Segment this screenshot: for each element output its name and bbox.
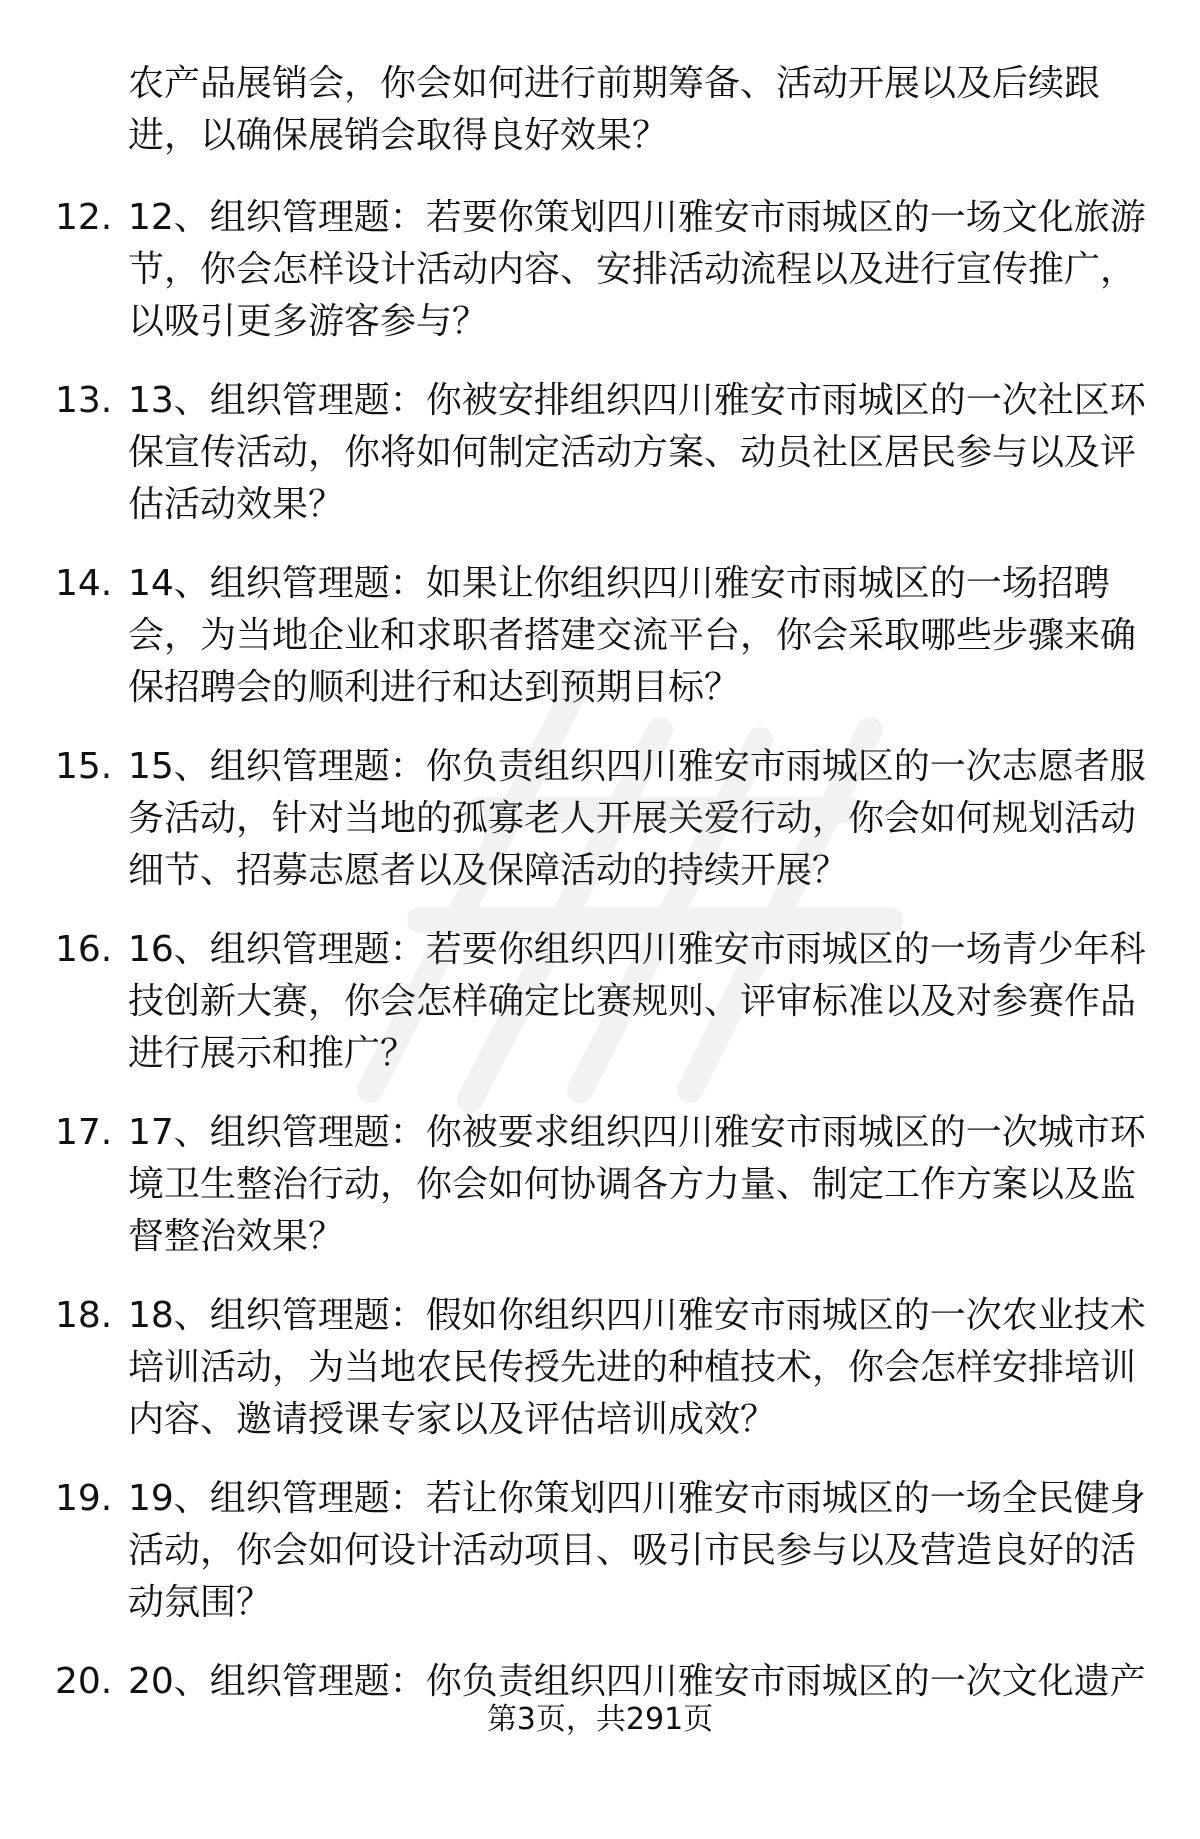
- question-text: 16、组织管理题：若要你组织四川雅安市雨城区的一场青少年科技创新大赛，你会怎样确定比赛规则、评审标准以及对参赛作品进行展示和推广？: [128, 929, 1146, 1074]
- question-number: 16.: [55, 929, 113, 970]
- page-footer: 第3页，共291页: [486, 1702, 714, 1737]
- list-item: [0, 1656, 1200, 1839]
- list-item: [0, 924, 1200, 1107]
- question-number: 18.: [55, 1295, 113, 1336]
- list-item: [0, 192, 1200, 375]
- list-item: [0, 1473, 1200, 1656]
- question-text: 12、组织管理题：若要你策划四川雅安市雨城区的一场文化旅游节，你会怎样设计活动内容、安排活动流程以及进行宣传推广，以吸引更多游客参与？: [128, 197, 1146, 342]
- question-text: 15、组织管理题：你负责组织四川雅安市雨城区的一次志愿者服务活动，针对当地的孤寡老人开展关爱行动，你会如何规划活动细节、招募志愿者以及保障活动的持续开展？: [128, 746, 1146, 891]
- question-number: 20.: [55, 1661, 113, 1702]
- question-text: 13、组织管理题：你被安排组织四川雅安市雨城区的一次社区环保宣传活动，你将如何制定活动方案、动员社区居民参与以及评估活动效果？: [128, 380, 1146, 525]
- question-number: 15.: [55, 746, 113, 787]
- question-number: 17.: [55, 1112, 113, 1153]
- list-item: [0, 1107, 1200, 1290]
- question-number: 14.: [55, 563, 113, 604]
- question-text: 14、组织管理题：如果让你组织四川雅安市雨城区的一场招聘会，为当地企业和求职者搭建交流平台，你会采取哪些步骤来确保招聘会的顺利进行和达到预期目标？: [128, 563, 1137, 708]
- continuation-paragraph: 农产品展销会，你会如何进行前期筹备、活动开展以及后续跟进，以确保展销会取得良好效果？: [128, 63, 1101, 156]
- list-item: [0, 1290, 1200, 1473]
- question-number: 12.: [55, 197, 113, 238]
- question-number: 19.: [55, 1478, 113, 1519]
- list-item: [0, 375, 1200, 558]
- question-text: 18、组织管理题：假如你组织四川雅安市雨城区的一次农业技术培训活动，为当地农民传授先进的种植技术，你会怎样安排培训内容、邀请授课专家以及评估培训成效？: [128, 1295, 1146, 1440]
- question-text: 19、组织管理题：若让你策划四川雅安市雨城区的一场全民健身活动，你会如何设计活动项目、吸引市民参与以及营造良好的活动氛围？: [128, 1478, 1146, 1623]
- question-text: 20、组织管理题：你负责组织四川雅安市雨城区的一次文化遗产: [128, 1661, 1146, 1702]
- question-text: 17、组织管理题：你被要求组织四川雅安市雨城区的一次城市环境卫生整治行动，你会如何协调各方力量、制定工作方案以及监督整治效果？: [128, 1112, 1146, 1257]
- question-number: 13.: [55, 380, 113, 421]
- list-item: [0, 741, 1200, 924]
- question-list: [0, 192, 1200, 1839]
- list-item: [0, 558, 1200, 741]
